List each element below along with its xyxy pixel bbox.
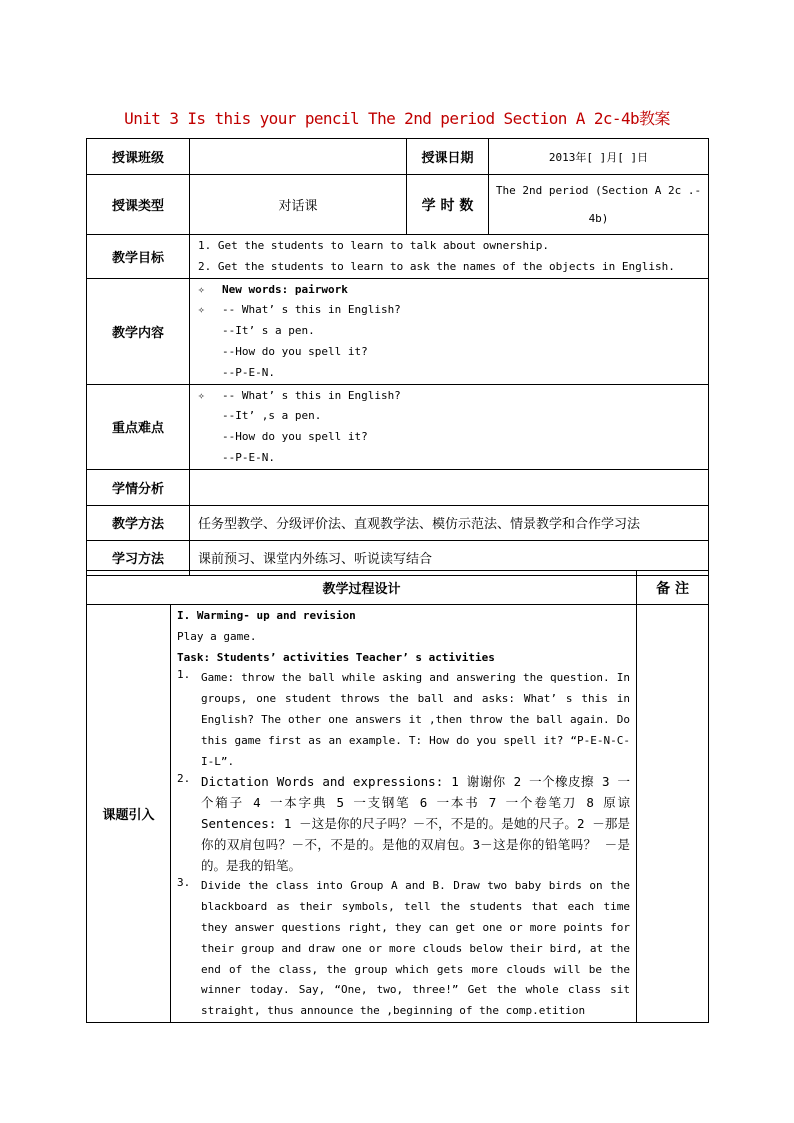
step-number: 3.: [177, 876, 191, 890]
step-1: [177, 668, 630, 772]
goal-label: 教学目标: [87, 235, 190, 279]
process-content: [171, 605, 637, 1023]
process-header: 教学过程设计: [87, 571, 637, 605]
type-value: 对话课: [190, 175, 407, 235]
method-value: 任务型教学、分级评价法、直观教学法、模仿示范法、情景教学和合作学习法: [190, 505, 709, 540]
task-line: Task: Students’ activities Teacher’ s activities: [177, 650, 495, 664]
key-line-2: --How do you spell it?: [222, 430, 368, 444]
method-label: 教学方法: [87, 505, 190, 540]
content-bullet-1: New words: pairwork: [222, 282, 348, 296]
goal-item-2: 2. Get the students to learn to ask the names of the objects in English.: [198, 259, 675, 273]
study-value: 课前预习、课堂内外练习、听说读写结合: [190, 540, 709, 575]
goal-item-1: 1. Get the students to learn to talk about ownership.: [198, 239, 549, 252]
goal-list: [190, 235, 709, 279]
hours-label: 学 时 数: [407, 175, 489, 235]
key-label: 重点难点: [87, 384, 190, 469]
key-bullet: -- What’ s this in English?: [222, 388, 401, 402]
step-number: 1.: [177, 668, 191, 682]
step-3: [177, 876, 630, 1022]
process-table: [86, 570, 709, 1023]
key-line-1: --It’ ,s a pen.: [222, 409, 322, 423]
section-label: 课题引入: [87, 605, 171, 1023]
content-line-3: --P-E-N.: [222, 365, 275, 379]
class-value: [190, 139, 407, 175]
play-line: Play a game.: [177, 629, 257, 643]
content-bullet-2: -- What’ s this in English?: [222, 303, 401, 317]
hours-value-line-2: 4b): [588, 211, 609, 225]
date-value: 2013年[ ]月[ ]日: [489, 139, 709, 175]
step-number: 2.: [177, 772, 191, 786]
date-label: 授课日期: [407, 139, 489, 175]
notes-cell: [637, 605, 709, 1023]
content-label: 教学内容: [87, 278, 190, 384]
content-line-1: --It’ s a pen.: [222, 324, 315, 338]
analysis-value: [190, 469, 709, 505]
content-list: [190, 278, 709, 384]
diamond-bullet-icon: ✧: [198, 303, 205, 317]
notes-header: 备 注: [637, 571, 709, 605]
step-text: Game: throw the ball while asking and answering the question. In groups, one student throws the ball and asks: What’ s this in English? The other one answers it ,then throw the ball again. Do this game first as an example. T: How do you spell it? “P-E-N-C-I-L”.: [201, 671, 631, 768]
lesson-info-table: [86, 138, 709, 576]
section-heading: I. Warming- up and revision: [177, 609, 356, 622]
content-line-2: --How do you spell it?: [222, 344, 368, 358]
step-text: Dictation Words and expressions: 1 谢谢你 2 一个橡皮擦 3 一个箱子 4 一本字典 5 一支钢笔 6 一本书 7 一个卷笔刀 8 原谅 Sentences: 1 －这是你的尺子吗？－不，不是的。是她的尺子。2 －那是你的双肩包吗？－不，不是的。是他的双肩包。3－这是你的铅笔吗？ －是的。是我的铅笔。: [201, 774, 631, 873]
diamond-bullet-icon: ✧: [198, 282, 205, 296]
diamond-bullet-icon: ✧: [198, 388, 205, 402]
analysis-label: 学情分析: [87, 469, 190, 505]
key-line-3: --P-E-N.: [222, 450, 275, 464]
hours-value-line-1: The 2nd period (Section A 2c .-: [495, 183, 702, 197]
type-label: 授课类型: [87, 175, 190, 235]
key-list: [190, 384, 709, 469]
step-text: Divide the class into Group A and B. Draw two baby birds on the blackboard as their symbols, tell the students that each time they answer questions right, they can get one or more points for their group and draw one or more clouds below their bird, at the end of the class, the group which gets more clouds will be the winner today. Say, “One, two, three!” Get the whole class sit straight, thus announce the ,beginning of the comp.etition: [201, 879, 631, 1018]
step-2: [177, 772, 630, 876]
hours-value: [489, 175, 709, 235]
study-label: 学习方法: [87, 540, 190, 575]
document-title: Unit 3 Is this your pencil The 2nd period Section A 2c-4b教案: [124, 109, 670, 128]
class-label: 授课班级: [87, 139, 190, 175]
